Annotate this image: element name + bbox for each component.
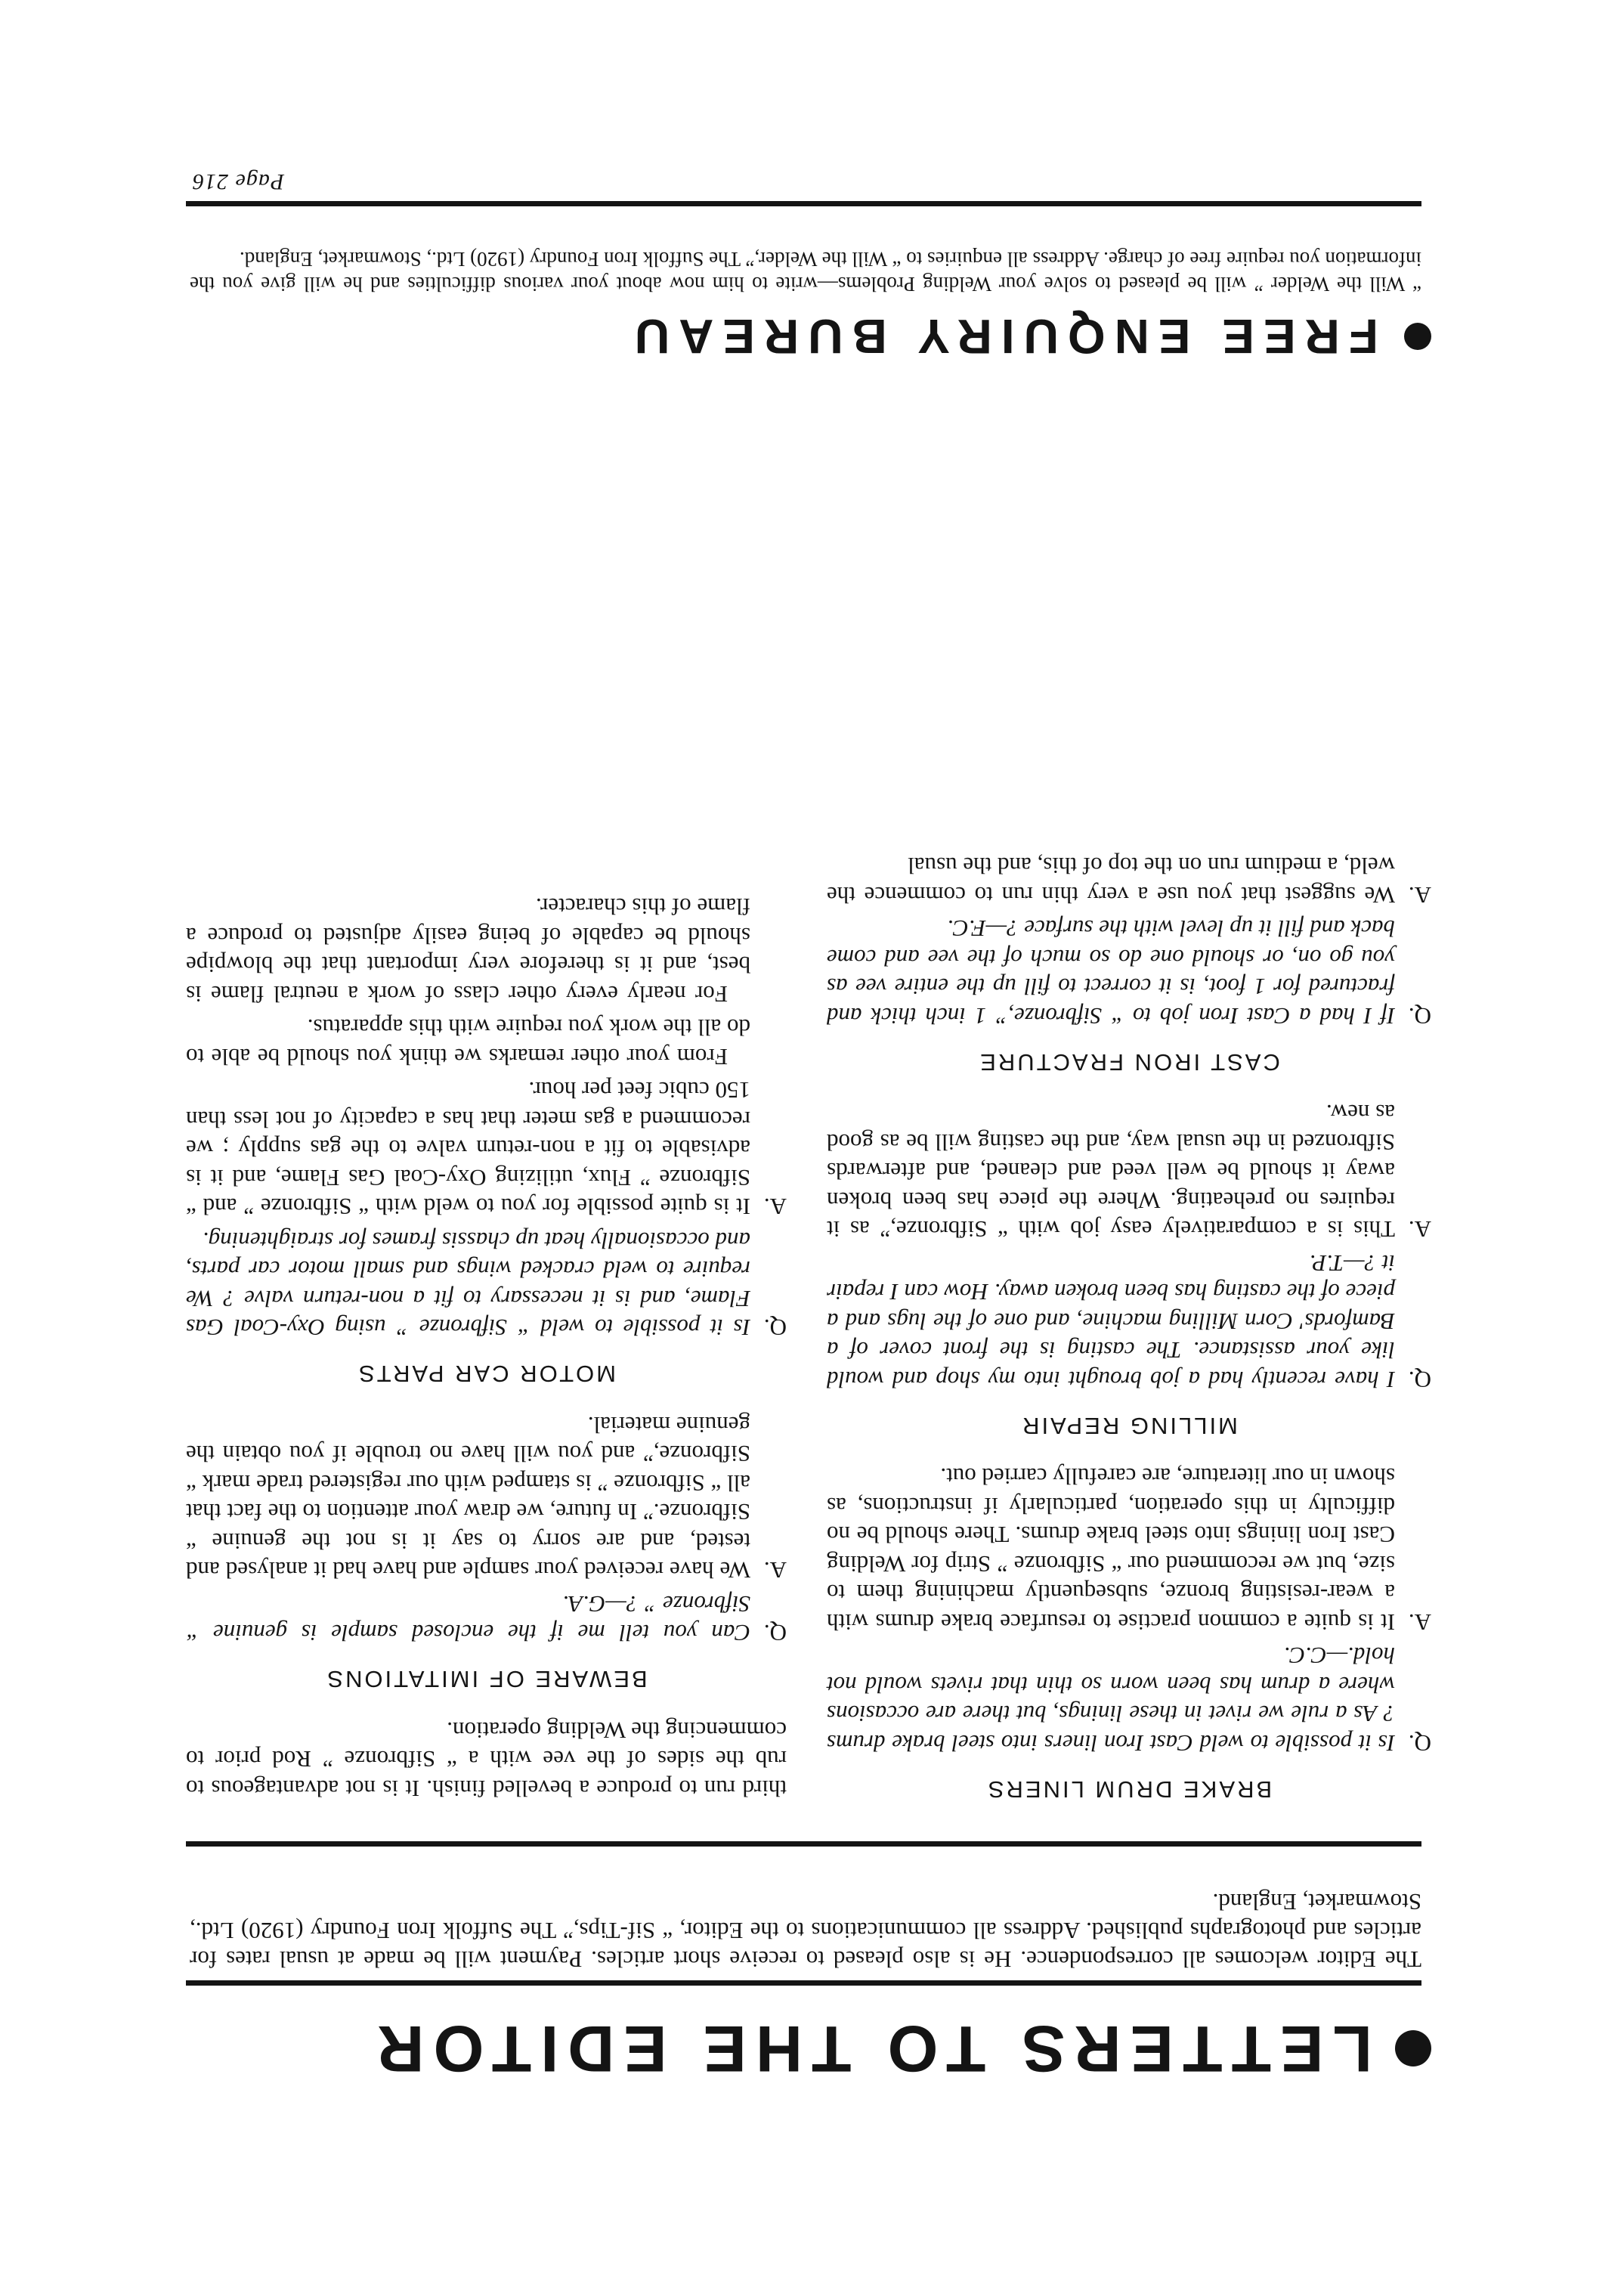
a-marker: A. — [1408, 1609, 1431, 1636]
question-cast-iron-fracture — [827, 914, 1431, 1030]
question-beware-of-imitations — [186, 1590, 787, 1648]
q-marker: Q. — [1408, 1003, 1431, 1029]
answer-text: It is quite a common practise to resurface brake drums with a wear-resisting bronze, subsequently machining them to size, but we recommend our “ Sifbronze ” Strip for Welding Cast Iron linings into steel brake drums. There should be no difficulty in this operation, particularly if instructions, as shown in our literature, are carefully carried out. — [827, 1463, 1395, 1636]
right-column — [186, 887, 787, 1825]
answer-beware-of-imitations — [186, 1410, 787, 1585]
section-title-cast-iron-fracture: CAST IRON FRACTURE — [978, 1049, 1280, 1076]
answer-text: It is quite possible for you to weld with “ Sifbronze ” and “ Sifbronze ” Flux, utilizing Oxy-Coal Gas Flame, and it is advisable to fit a non-return valve to the gas supply ; we recommend a gas meter that has a capacity of not less than 150 cubic feet per hour. — [186, 1077, 750, 1221]
free-enquiry-text: “ Will the Welder ” will be pleased to solve your Welding Problems—write to him now about your various difficulties and he will give you the information you require free of charge. Address all enquiries to “ Will the Welder,” The Suffolk Iron Foundry (1920) Ltd., Stowmarket, England. — [190, 248, 1421, 296]
letters-heading — [184, 2007, 1431, 2090]
free-enquiry-heading — [184, 306, 1431, 367]
answer-milling-repair — [827, 1098, 1431, 1244]
a-marker: A. — [1408, 882, 1431, 909]
answer-text: We have received your sample and have had it analysed and tested, and are sorry to say it is not the genuine “ Sifbronze.” In future, we draw your attention to the fact that all “ Sifbronze ” is stamped with our registered trade mark “ Sifbronze,” and you will have no trouble if you obtain the genuine material. — [186, 1412, 750, 1584]
answer-text: We suggest that you use a very thin run to commence the weld, a medium run on the top of this, and the usual — [827, 853, 1395, 909]
answer-paragraph: For nearly every other class of work a neutral flame is best, and it is therefore very important that the blowpipe should be capable of being easily adjusted to produce a flame of this character. — [186, 893, 750, 1008]
a-marker: A. — [763, 1557, 787, 1584]
answer-cast-iron-fracture — [827, 851, 1431, 909]
top-rule — [186, 1980, 1421, 1986]
question-text: I have recently had a job brought into my shop and would like your assistance. The casting is the front cover of a Bamfords' Corn Milling machine, and one of the lugs and a piece of the casting has been broken away. How can I repair it ?—T.P. — [827, 1250, 1395, 1393]
section-title-brake-drum-liners: BRAKE DRUM LINERS — [985, 1776, 1273, 1803]
question-text: If I had a Cast Iron job to “ Sifbronze,” 1 inch thick and fractured for 1 foot, is it correct to fill up the entire vee as you go on, or should one do so much of the vee and come back and fill it up level with the surface ?—F.C. — [827, 915, 1395, 1029]
question-text: Can you tell me if the enclosed sample is genuine “ Sifbronze ” ?—G.A. — [186, 1591, 750, 1647]
continued-answer: third run to produce a bevelled finish. It is not advantageous to rub the sides of the vee with a “ Sifbronze ” Rod prior to commencing the Welding operation. — [186, 1717, 787, 1802]
q-marker: Q. — [763, 1620, 787, 1647]
question-motor-car-parts — [186, 1226, 787, 1342]
q-marker: Q. — [763, 1314, 787, 1342]
answer-paragraph: From your other remarks we think you should be able to do all the work you require with this apparatus. — [186, 1014, 750, 1070]
section-title-motor-car-parts: MOTOR CAR PARTS — [357, 1361, 616, 1388]
intro-rule — [186, 1841, 1421, 1847]
a-marker: A. — [763, 1193, 787, 1221]
question-milling-repair — [827, 1249, 1431, 1395]
bottom-rule — [186, 201, 1421, 206]
question-text: Is it possible to weld “ Sifbronze ” using Oxy-Coal Gas Flame, and is it necessary to fit a non-return valve ? We require to weld cracked wings and small motor car parts, and occasionally heat up chassis frames for straightening. — [186, 1227, 750, 1342]
letters-intro: The Editor welcomes all correspondence. He is also pleased to receive short articles. Payment will be made at usual rates for articles and photographs published. Address all communications to the Editor, “ Sif-Tips,” The Suffolk Iron Foundry (1920) Ltd., Stowmarket, England. — [190, 1889, 1421, 1973]
q-marker: Q. — [1408, 1730, 1431, 1757]
page-number: Page 216 — [192, 169, 285, 194]
answer-text: This is a comparatively easy job with “ Sifbronze,” as it requires no preheating. Where the piece has been broken away it should be well veed and cleaned, and afterwards Sifbronzed in the usual way, and the casting will be as good as new. — [827, 1100, 1395, 1243]
letters-heading-text: LETTERS TO THE EDITOR — [368, 2012, 1372, 2085]
question-brake-drum-liners — [827, 1641, 1431, 1757]
bullet-icon — [1395, 2030, 1431, 2066]
q-marker: Q. — [1408, 1367, 1431, 1393]
answer-brake-drum-liners — [827, 1462, 1431, 1636]
free-enquiry-heading-text: FREE ENQUIRY BUREAU — [625, 309, 1378, 364]
left-column — [827, 847, 1431, 1825]
section-title-beware-of-imitations: BEWARE OF IMITATIONS — [325, 1666, 648, 1693]
a-marker: A. — [1408, 1216, 1431, 1243]
answer-motor-car-parts — [186, 1076, 787, 1221]
question-text: Is it possible to weld Cast Iron liners into steel brake drums ? As a rule we rivet in these linings, but there are occasions where a drum has been worn so thin that rivets would not hold.—C.C. — [827, 1642, 1395, 1757]
section-title-milling-repair: MILLING REPAIR — [1020, 1413, 1238, 1439]
bullet-icon — [1404, 323, 1431, 350]
